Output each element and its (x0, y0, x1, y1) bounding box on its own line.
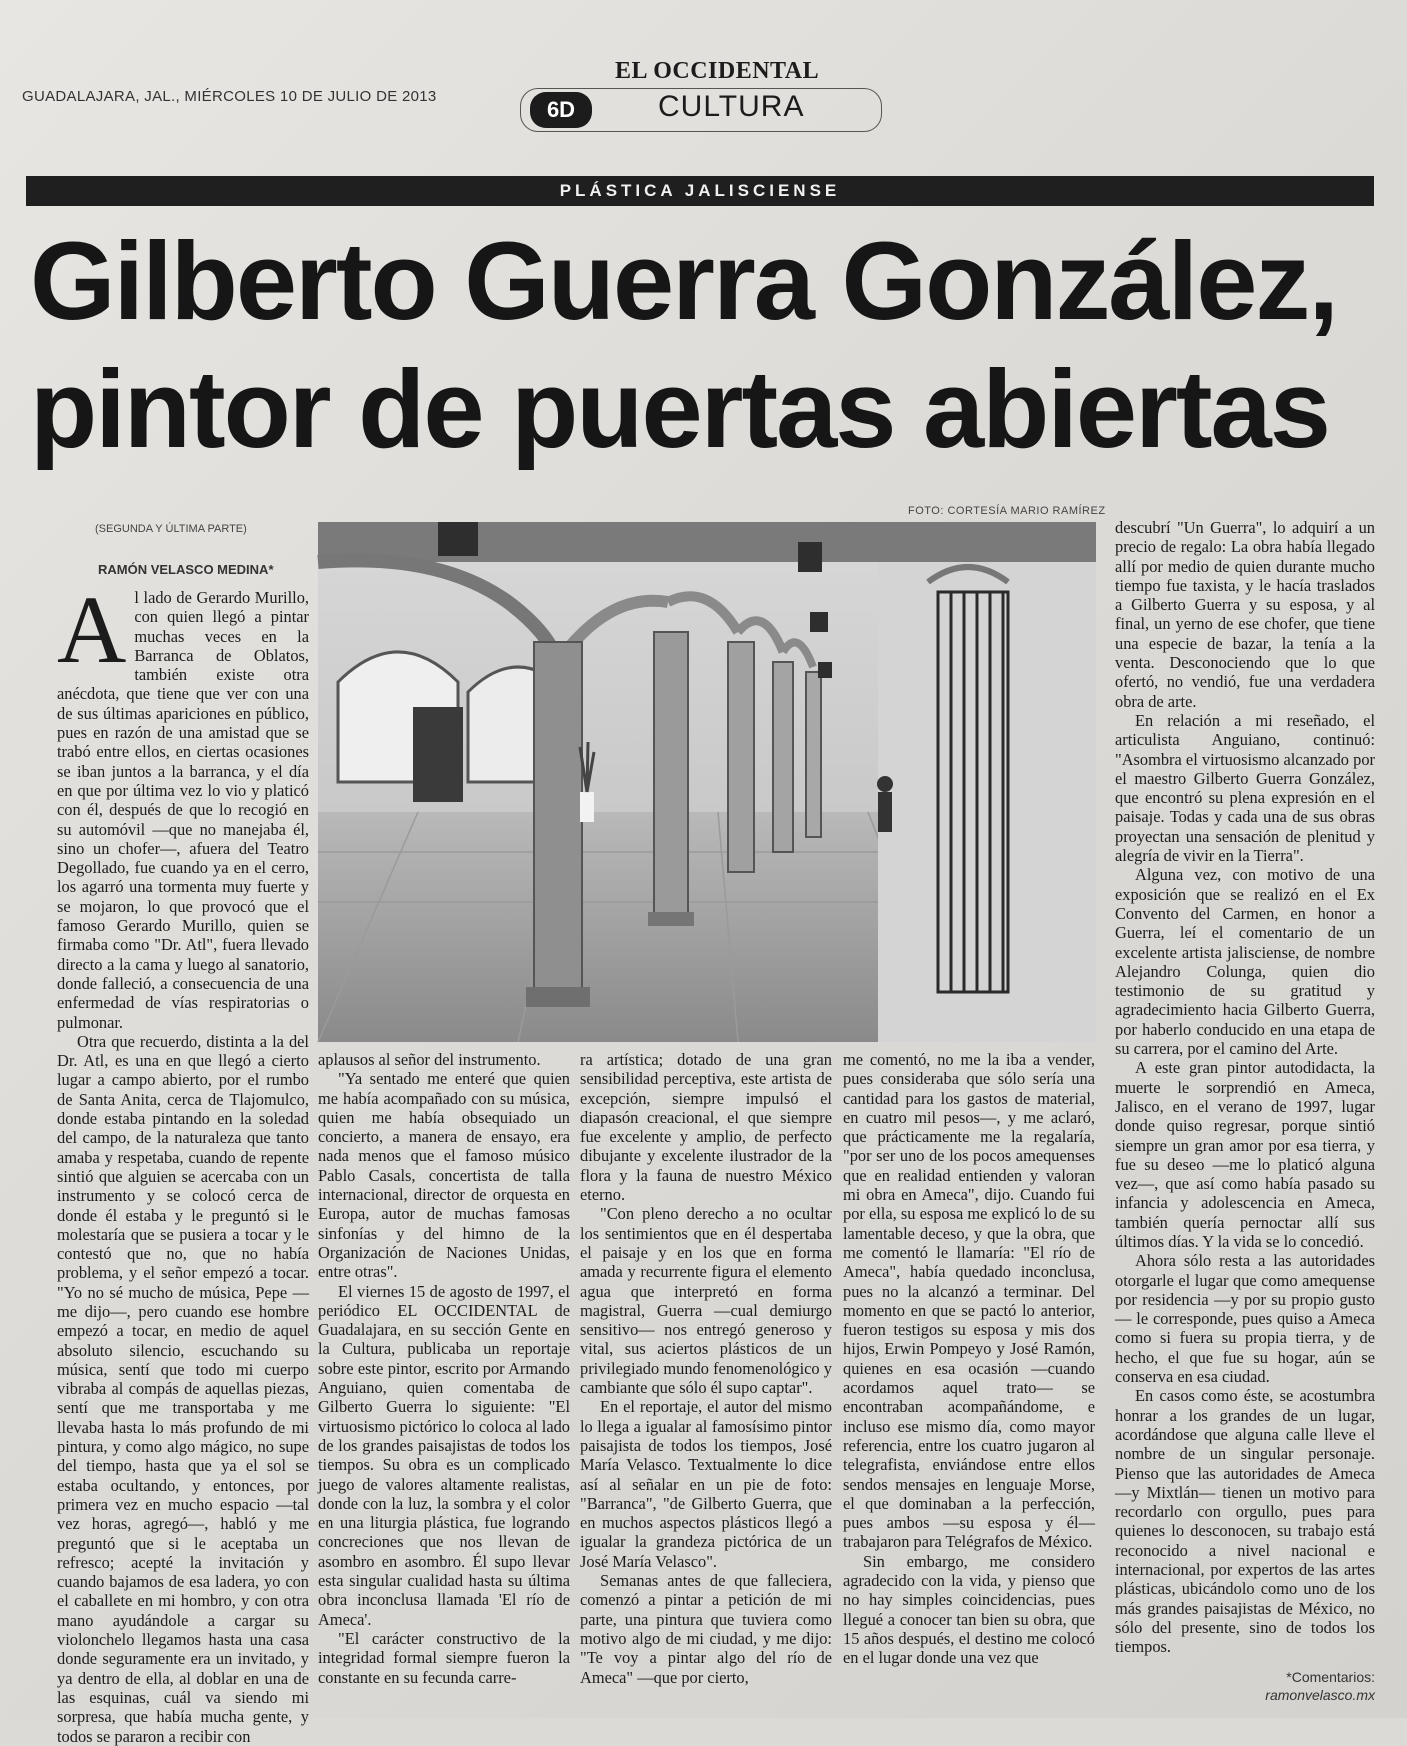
byline: RAMÓN VELASCO MEDINA* (98, 562, 274, 577)
paragraph: descubrí "Un Guerra", lo adquirí a un precio de regalo: La obra había llegado allí por medio de quien durante mucho tiempo fue taxista, y le hacía traslados a Gilberto Guerra y su esposa, y al final, un yerno de ese chofer, que tiene una especie de bazar, la tenía a la venta. Desconociendo que lo que ofertó, no vendió, fue una verdadera obra de arte. (1115, 518, 1375, 711)
column-3 (580, 1050, 832, 1687)
paragraph: Otra que recuerdo, distinta a la del Dr. Atl, es una en que llegó a cierto lugar a campo abierto, por el rumbo de Santa Anita, cerca de Tlajomulco, donde estaba pintando en la soledad del campo, de la naturaleza que tanto amaba y respetaba, cuando de repente sintió que alguien se acercaba con un instrumento y se colocó cerca de donde él estaba y le preguntó si le molestaría que se pusiera a tocar y le contestó que no, que no había problema, y el señor empezó a tocar. "Yo no sé mucho de música, Pepe —me dijo—, pero cuando ese hombre empezó a tocar, en medio de aquel absoluto silencio, escuchando su música, sentí que todo mi cuerpo vibraba al compás de aquellas piezas, sentí que me transportaba y me llevaba hasta lo más profundo de mi pintura, y como algo mágico, no supe del tiempo, hasta que ya el sol se estaba ocultando, y entonces, por primera vez en mucho espacio —tal vez horas, agregó—, habló y me preguntó que si le aceptaba un refresco; acepté la invitación y cuando bajamos de esa ladera, yo con el caballete en mi hombro, y con otra mano ayudándole a cargar su violonchelo llegamos hasta una casa donde seguramente era un invitado, y ya dentro de ella, al doblar en una de las esquinas, cuál va siendo mi sorpresa, que había mucha gente, y todos se pararon a recibir con (57, 1031, 309, 1746)
paragraph: Semanas antes de que falleciera, comenzó a pintar a petición de mi parte, una pintura que tuviera como motivo algo de mi ciudad, y me dijo: "Te voy a pintar algo del río de Ameca" —que por cierto, (580, 1571, 832, 1687)
kicker: PLÁSTICA JALISCIENSE (559, 181, 841, 200)
date-line: GUADALAJARA, JAL., MIÉRCOLES 10 DE JULIO DE 2013 (22, 88, 437, 105)
column-4 (843, 1050, 1095, 1668)
paragraph: Ahora sólo resta a las autoridades otorgarle el lugar que como amequense por residencia —y por su propio gusto— le corresponde, pues quiso a Ameca como si fuera su propia tierra, y de hecho, el que fue su hogar, aún se conserva en esa ciudad. (1115, 1251, 1375, 1387)
paragraph: ra artística; dotado de una gran sensibilidad perceptiva, este artista de excepción, siempre impulsó el diapasón creacional, el que siempre fue excelente y amplio, de perfecto dibujante y excelente ilustrador de la flora y la fauna de nuestro México eterno. (580, 1050, 832, 1205)
comments-footer (1165, 1668, 1375, 1704)
courtyard-photo (318, 522, 1096, 1042)
paragraph: A este gran pintor autodidacta, la muerte le sorprendió en Ameca, Jalisco, en el verano de 1997, lugar donde quiso regresar, porque sintió siempre un gran amor por esa tierra, y fue su deseo —me lo platicó alguna vez—, que así como había pasado su infancia y adolescencia en Ameca, también quería pernoctar allí sus últimos días. Y la vida se lo concedió. (1115, 1058, 1375, 1251)
paragraph: "Ya sentado me enteré que quien me había acompañado con su música, quien me había obsequiado un concierto, a manera de ensayo, era nada menos que el famoso músico Pablo Casals, concertista de talla internacional, director de orquesta en Europa, autor de muchas famosas sinfonías y del himno de la Organización de Naciones Unidas, entre otras". (318, 1069, 570, 1282)
paragraph: El viernes 15 de agosto de 1997, el periódico EL OCCIDENTAL de Guadalajara, en su sección Gente en la Cultura, publicaba un reportaje sobre este pintor, escrito por Armando Anguiano, quien comentaba de Gilberto Guerra lo siguiente: "El virtuosismo pictórico lo coloca al lado de los grandes paisajistas de todos los tiempos. Su obra es un complicado juego de valores altamente realistas, donde con la luz, la sombra y el color en una liturgia plástica, fue logrando concreciones que nos llevan de asombro en asombro. Él supo llevar esta singular cualidad hasta su última obra inconclusa llamada 'El río de Ameca'. (318, 1281, 570, 1629)
paragraph: En el reportaje, el autor del mismo lo llega a igualar al famosísimo pintor paisajista de todos los tiempos, José María Velasco. Textualmente lo dice así al señalar en un pie de foto: "Barranca", "de Gilberto Guerra, que en muchos aspectos plásticos llegó a igualar la grandeza pictórica de un José María Velasco". (580, 1397, 832, 1571)
paragraph: En casos como éste, se acostumbra honrar a los grandes de un lugar, acordándose que alguna calle lleve el nombre de un singular personaje. Pienso que las autoridades de Ameca —y Mixtlán— tienen un motivo para recordarlo con orgullo, pues para quienes lo desconocen, su trabajo está reconocido a nivel nacional e internacional, por expertos de las artes plásticas, ubicándolo como uno de los más grandes paisajistas de México, no sólo del presente, sino de todos los tiempos. (1115, 1386, 1375, 1657)
drop-cap: A (57, 576, 127, 683)
paragraph: me comentó, no me la iba a vender, pues consideraba que sólo sería una cantidad para los gastos de material, en cuatro mil pesos—, y me aclaró, que prácticamente me la regalaría, "por ser uno de los pocos amequenses que en realidad entienden y valoran mi obra en Ameca", dijo. Cuando fui por ella, su esposa me explicó lo de su lamentable deceso, y que la obra, que me comentó le llamaría: "El río de Ameca", había quedado inconclusa, pues no la alcanzó a terminar. Del momento en que se pactó lo anterior, fueron testigos su esposa y mis dos hijos, Erwin Pompeyo y José Ramón, quienes en esa ocasión —cuando acordamos aquel trato— se encontraban acompañándome, e incluso ese mismo día, como mayor referencia, entre los cuatro jugaron al telegrafista, enviándose entre ellos sendos mensajes en lenguaje Morse, el que dominaban a la perfección, pues ambos —su esposa y él— trabajaron para Telégrafos de México. (843, 1050, 1095, 1552)
paragraph: Sin embargo, me considero agradecido con la vida, y pienso que no hay simples coincidencias, pues llegué a conocer tan bien su obra, que 15 años después, el destino me colocó en el lugar donde una vez que (843, 1551, 1095, 1668)
column-2 (318, 1050, 570, 1687)
headline-line-2: pintor de puertas abiertas (30, 348, 1329, 471)
page-number: 6D (530, 92, 592, 128)
courtyard-illustration (318, 522, 1096, 1042)
paragraph: "Con pleno derecho a no ocultar los sentimientos que en él despertaba el paisaje y en los que en forma amada y recurrente figura el elemento agua que interpretó en forma magistral, Guerra —cual demiurgo sensitivo— nos entregó generoso y vital, sus aciertos plásticos de un privilegiado mundo fenomenológico y cambiante que sólo él supo captar". (580, 1204, 832, 1398)
paragraph: En relación a mi reseñado, el articulista Anguiano, continuó: "Asombra el virtuosismo alcanzado por el maestro Gilberto Guerra González, que encontró su plena expresión en el paisaje. Todas y cada una de sus obras proyectan una sensación de plenitud y alegría de vivir en la Tierra". (1115, 710, 1375, 866)
author-email[interactable]: ramonvelasco.mx (1265, 1687, 1375, 1703)
kicker-bar (26, 176, 1374, 206)
headline-line-1: Gilberto Guerra González, (30, 220, 1337, 343)
column-1 (57, 576, 309, 1746)
section-title: CULTURA (658, 90, 805, 123)
paragraph: Al lado de Gerardo Murillo, con quien llegó a pintar muchas veces en la Barranca de Oblatos, también existe otra anécdota, que tiene que ver con una de sus últimas apariciones en público, pues en razón de una amistad que se trabó entre ellos, en ciertas ocasiones se iban juntos a la barranca, y el día en que por última vez lo vio y platicó con él, después de que lo recogió en su automóvil —que no manejaba él, sino un chofer—, afuera del Teatro Degollado, fue cuando ya en el cerro, los agarró una tormenta muy fuerte y se mojaron, lo que provocó que el famoso Gerardo Murillo, quien se firmaba como "Dr. Atl", fuera llevado directo a la cama y luego al sanatorio, donde falleció, a consecuencia de una enfermedad de vías respiratorias o pulmonar. (57, 576, 309, 1032)
comments-label: *Comentarios: (1286, 1669, 1375, 1685)
paragraph: "El carácter constructivo de la integridad formal siempre fueron la constante en su fecunda carre- (318, 1628, 570, 1687)
part-note: (SEGUNDA Y ÚLTIMA PARTE) (95, 523, 247, 535)
photo-credit: FOTO: CORTESÍA MARIO RAMÍREZ (908, 505, 1106, 517)
paragraph: Alguna vez, con motivo de una exposición que se realizó en el Ex Convento del Carmen, en honor a Guerra, leí el comentario de un excelente artista jalisciense, de nombre Alejandro Colunga, quien dio testimonio de su gratitud y agradecimiento hacia Gilberto Guerra, por haberlo conducido en una etapa de su carrera, por el camino del Arte. (1115, 865, 1375, 1059)
headline (30, 218, 1390, 474)
column-5 (1115, 518, 1375, 1657)
paragraph: aplausos al señor del instrumento. (318, 1050, 541, 1069)
newspaper-name: EL OCCIDENTAL (615, 58, 820, 84)
